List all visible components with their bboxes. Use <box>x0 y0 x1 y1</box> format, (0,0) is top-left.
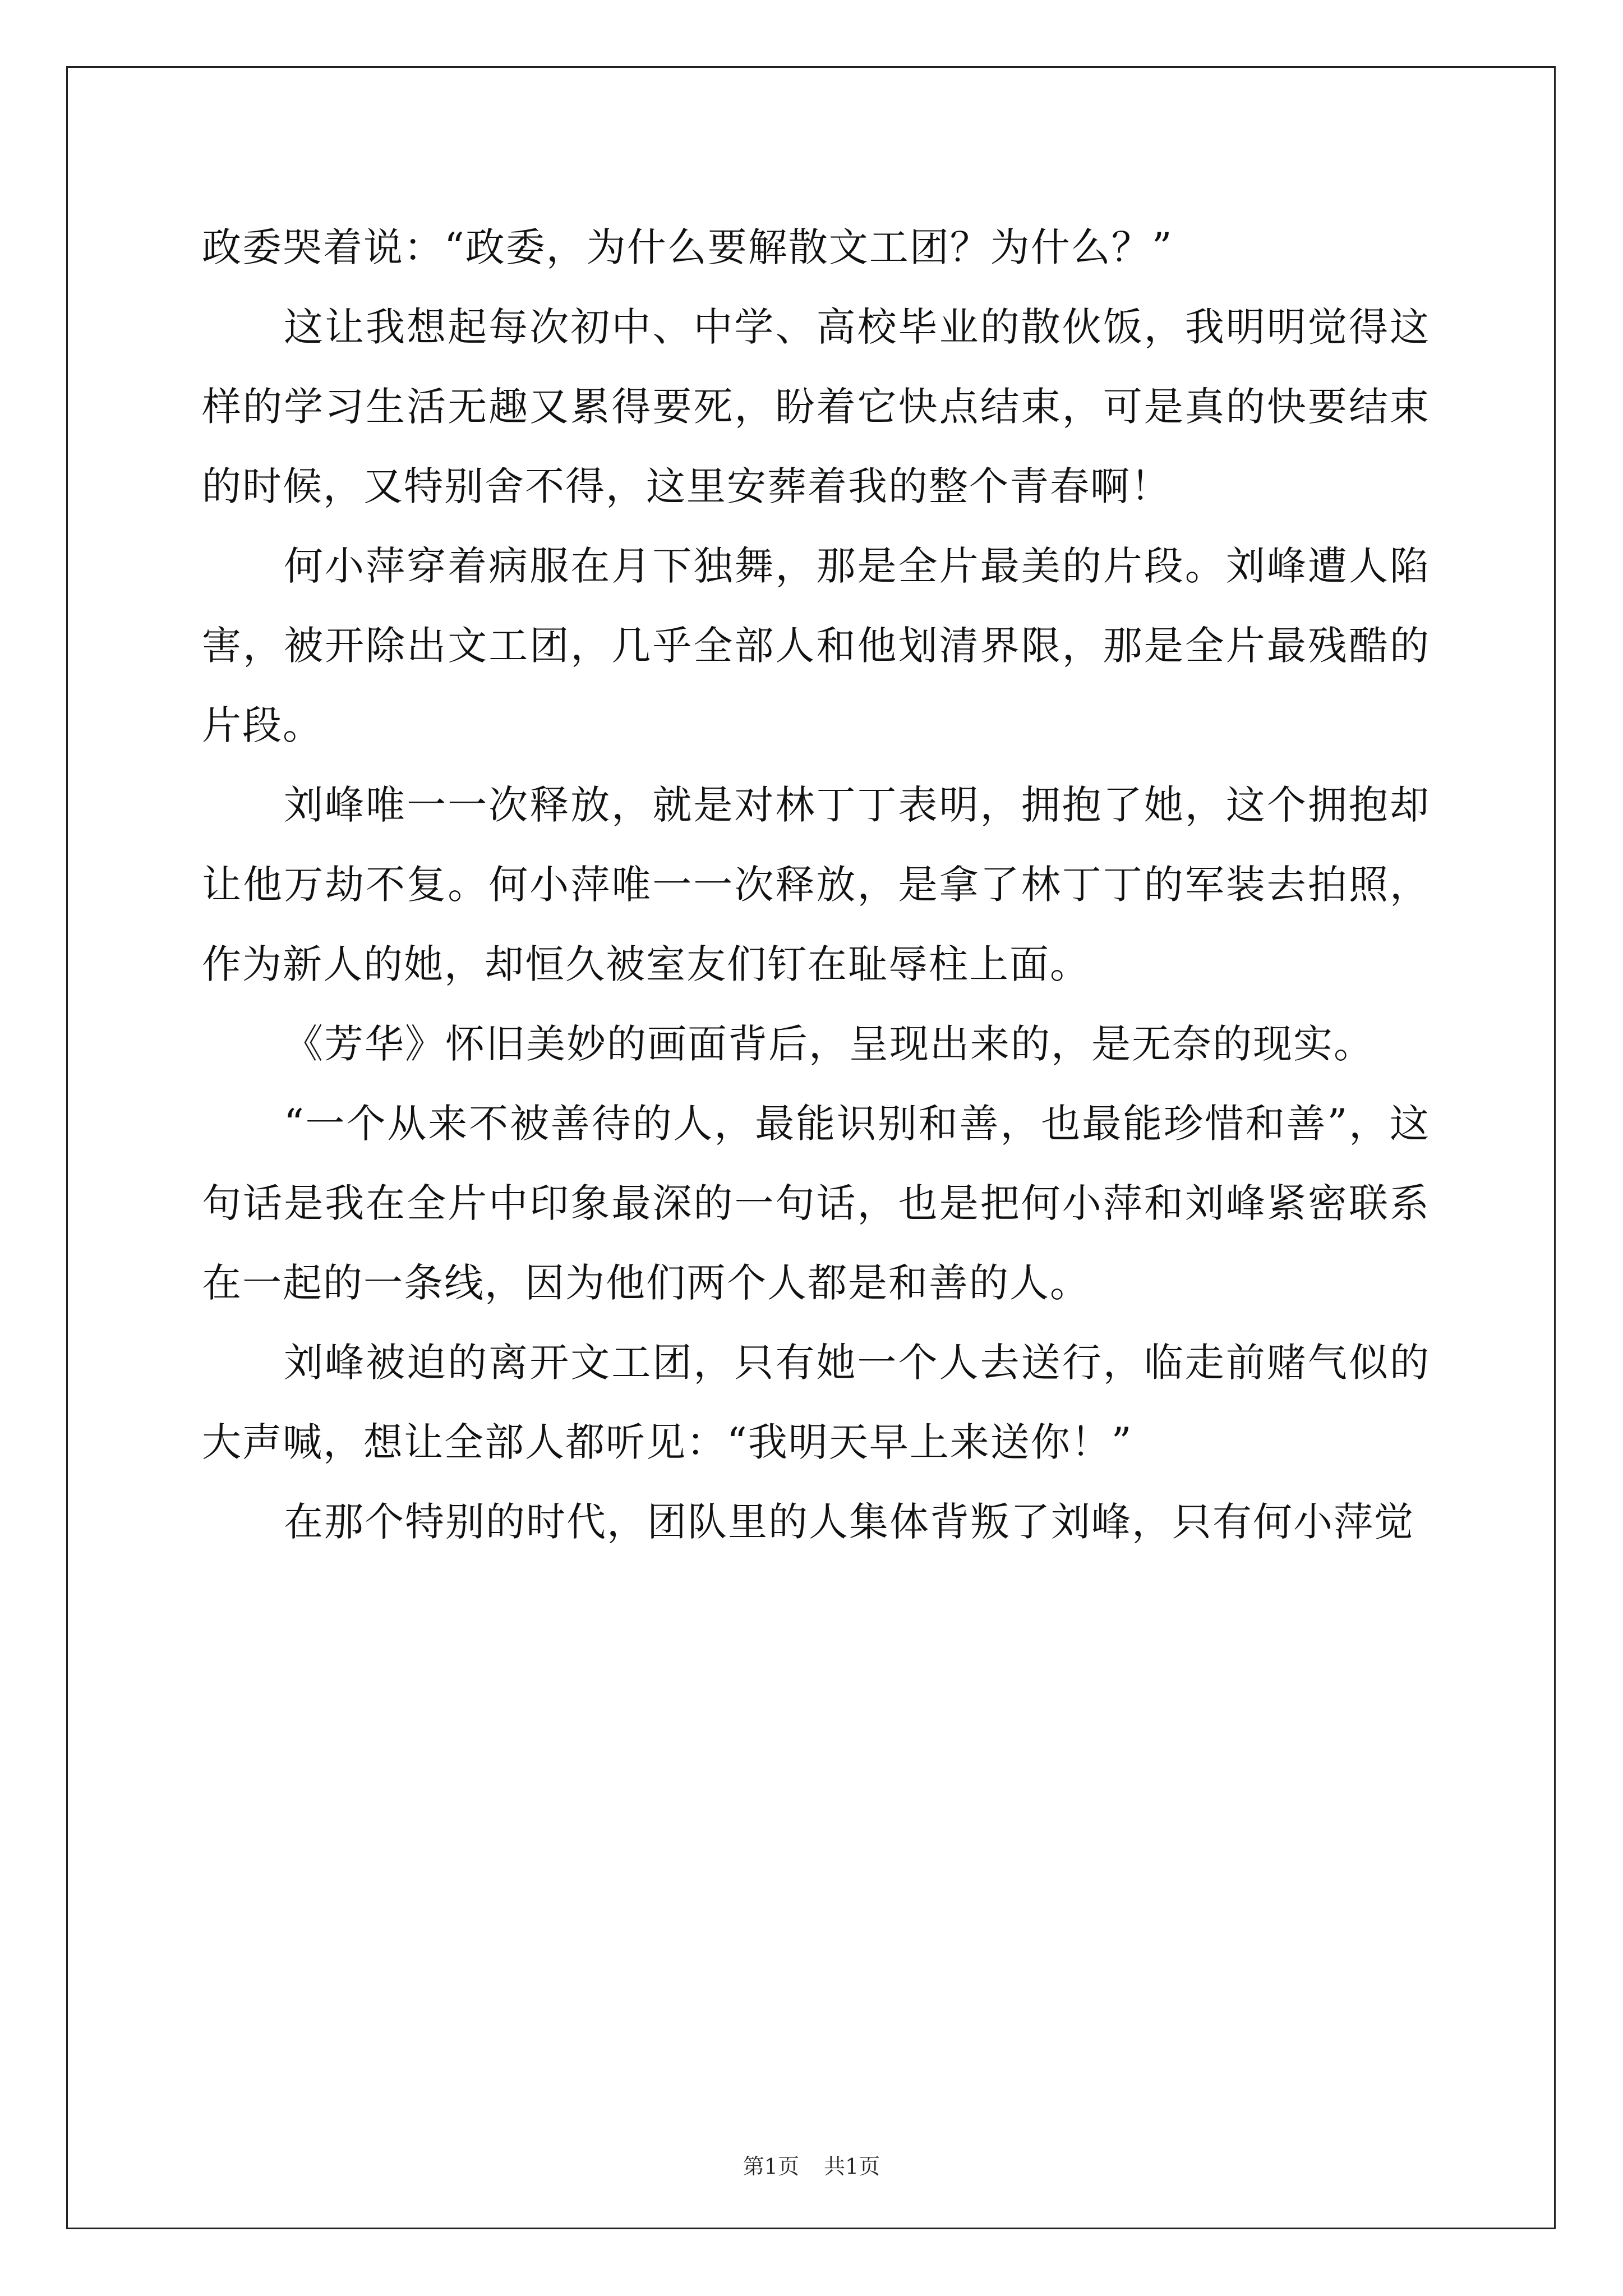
paragraph-4: 刘峰唯一一次释放，就是对林丁丁表明，拥抱了她，这个拥抱却让他万劫不复。何小萍唯一一次释放，是拿了林丁丁的军装去拍照，作为新人的她，却恒久被室友们钉在耻辱柱上面。 <box>202 782 1430 987</box>
paragraph-2: 这让我想起每次初中、中学、高校毕业的散伙饭，我明明觉得这样的学习生活无趣又累得要死，盼着它快点结束，可是真的快要结束的时候，又特别舍不得，这里安葬着我的整个青春啊！ <box>202 304 1430 509</box>
paragraph-8: 在那个特别的时代，团队里的人集体背叛了刘峰，只有何小萍觉 <box>284 1499 1414 1545</box>
document-body <box>202 208 1430 1562</box>
paragraph-1: 政委哭着说：“政委，为什么要解散文工团？为什么？” <box>202 224 1173 270</box>
page-footer <box>0 2153 1623 2180</box>
page-number-current: 第1页 <box>743 2154 799 2179</box>
paragraph-6: “一个从来不被善待的人，最能识别和善，也最能珍惜和善”，这句话是我在全片中印象最深的一句话，也是把何小萍和刘峰紧密联系在一起的一条线，因为他们两个人都是和善的人。 <box>202 1101 1430 1306</box>
paragraph-5: 《芳华》怀旧美妙的画面背后，呈现出来的，是无奈的现实。 <box>284 1021 1374 1067</box>
page-number-total: 共1页 <box>824 2154 880 2179</box>
paragraph-7: 刘峰被迫的离开文工团，只有她一个人去送行，临走前赌气似的大声喊，想让全部人都听见：“我明天早上来送你！” <box>202 1340 1430 1465</box>
paragraph-3: 何小萍穿着病服在月下独舞，那是全片最美的片段。刘峰遭人陷害，被开除出文工团，几乎全部人和他划清界限，那是全片最残酷的片段。 <box>202 543 1430 748</box>
